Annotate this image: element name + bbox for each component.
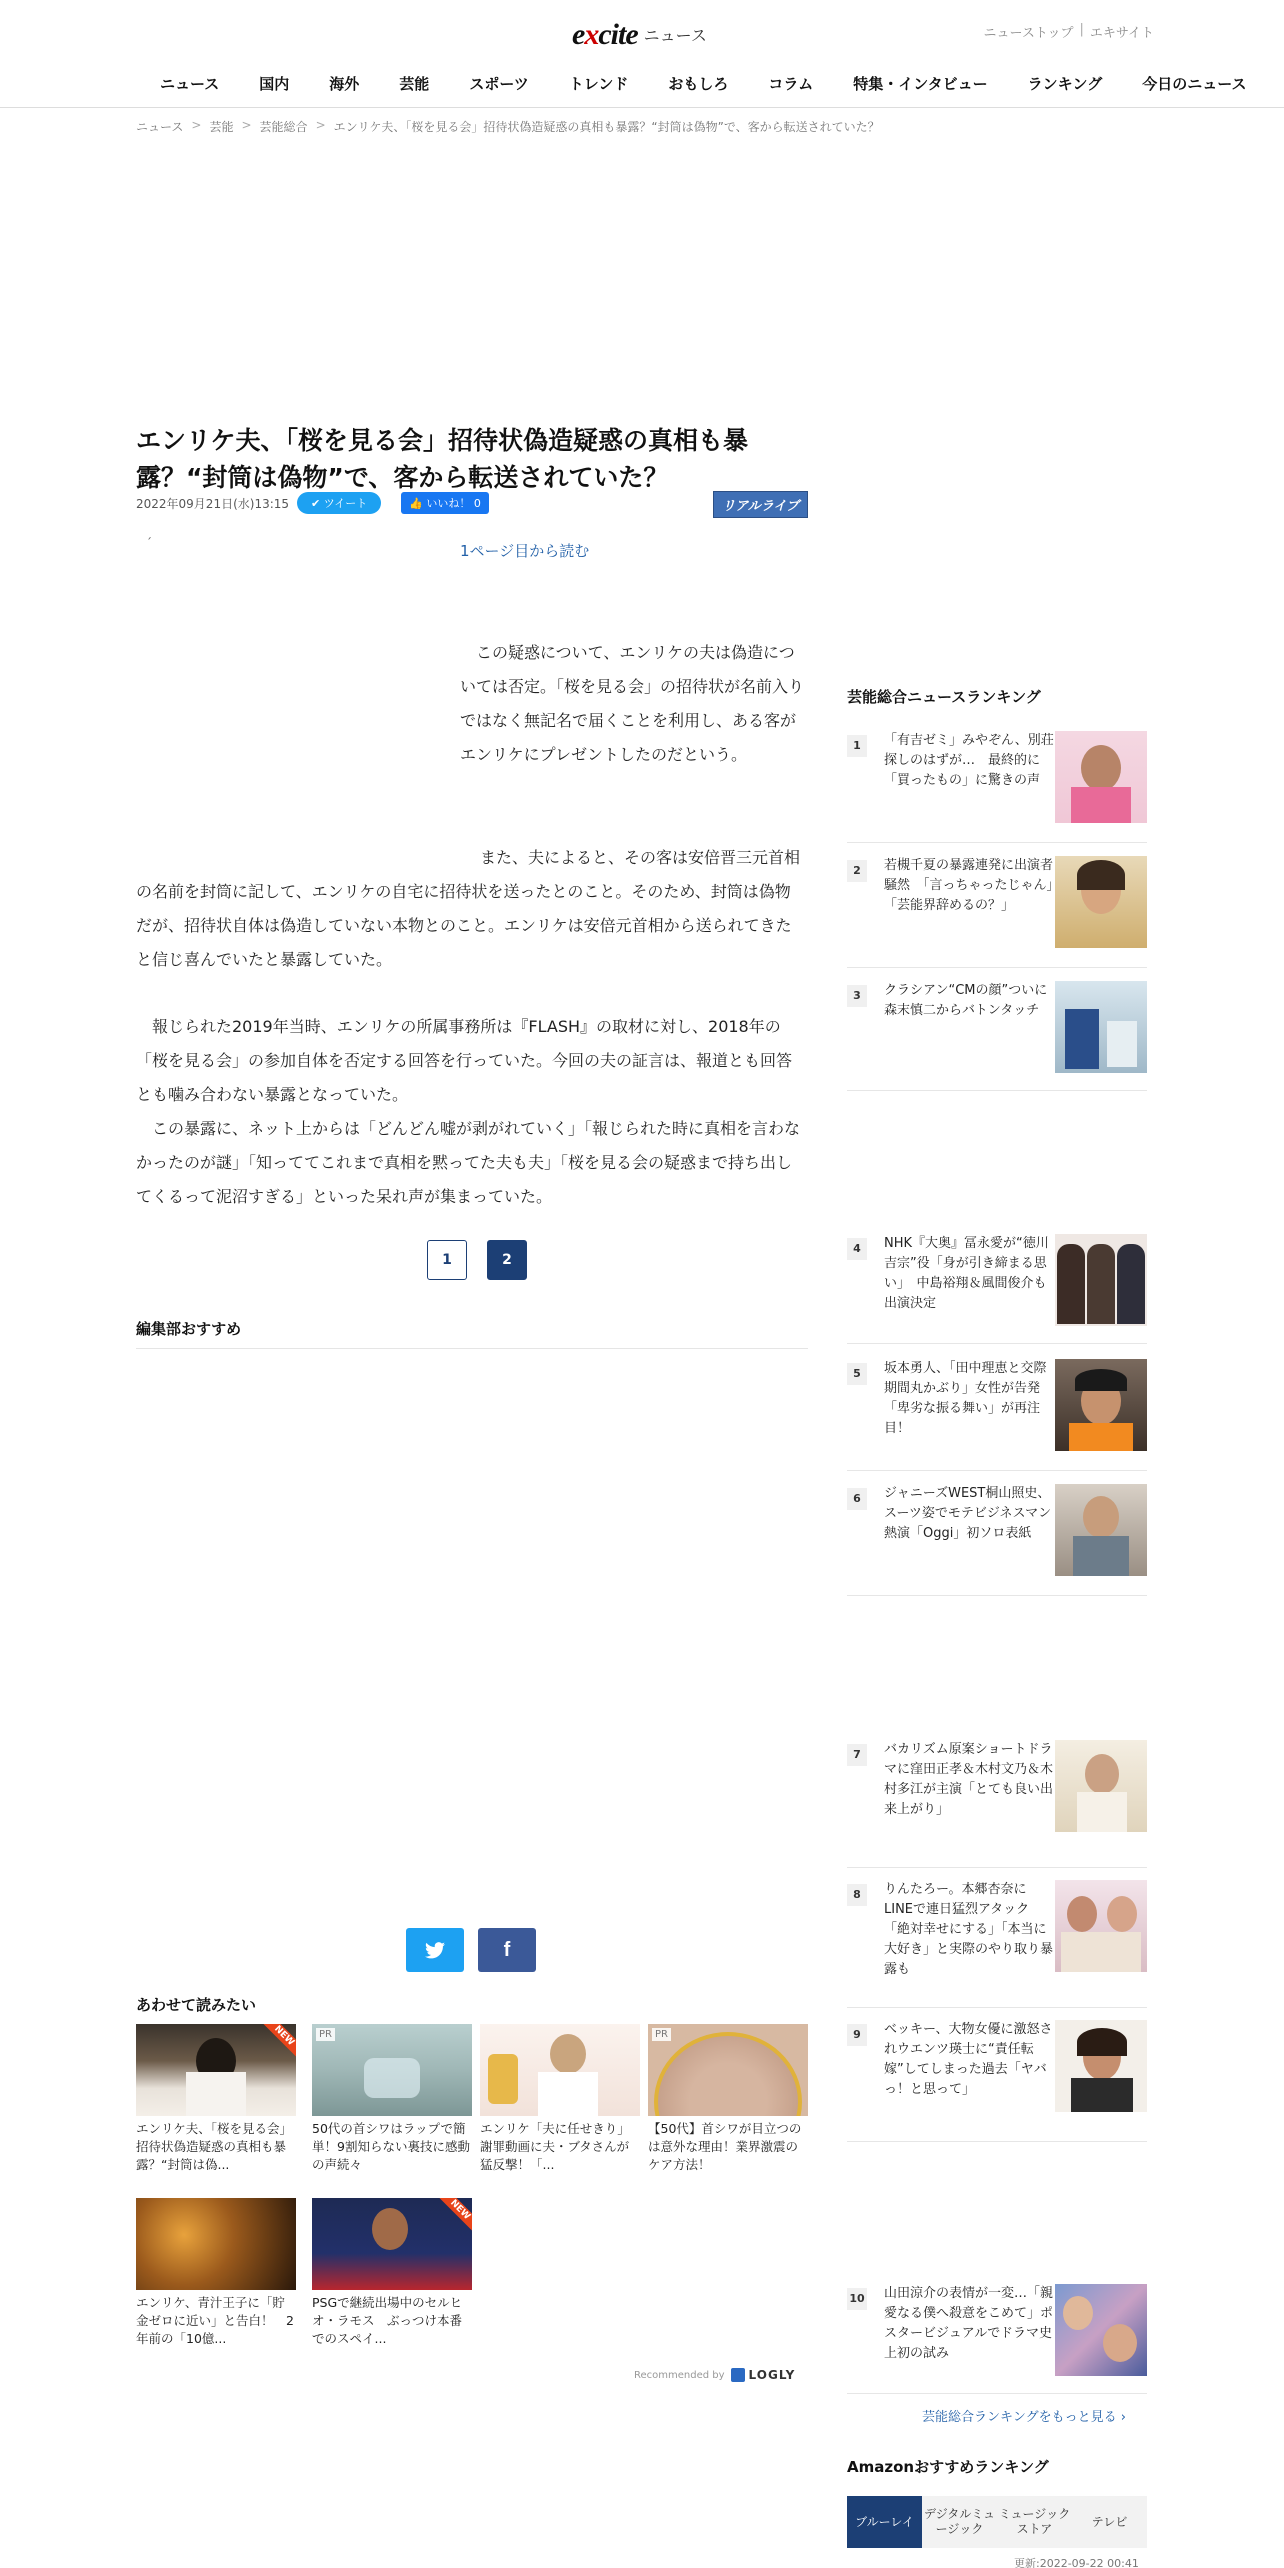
related-heading: あわせて読みたい — [136, 1996, 257, 2014]
like-label: いいね！ 0 — [426, 497, 481, 510]
amazon-ranking-heading: Amazonおすすめランキング — [847, 2458, 1049, 2476]
photo-shape — [1067, 1896, 1097, 1932]
rank-number: 7 — [847, 1744, 867, 1766]
related-thumbnail — [136, 2024, 296, 2116]
photo-shape — [1075, 1369, 1127, 1391]
rank-number: 3 — [847, 985, 867, 1007]
related-thumbnail — [312, 2024, 472, 2116]
related-card[interactable] — [136, 2024, 296, 2174]
site-logo[interactable] — [572, 12, 707, 52]
global-nav — [140, 72, 1266, 96]
photo-shape — [1071, 2078, 1133, 2112]
tab-bluray[interactable]: ブルーレイ — [847, 2496, 922, 2548]
related-card[interactable] — [312, 2024, 472, 2174]
nav-overseas[interactable]: 海外 — [329, 75, 360, 93]
breadcrumb-entertainment-general[interactable]: 芸能総合 — [259, 120, 308, 134]
related-thumbnail — [312, 2198, 472, 2290]
rank-title: 若槻千夏の暴露連発に出演者騒然 「言っちゃったじゃん」「芸能界辞めるの？」 — [884, 858, 1054, 913]
ranking-item[interactable] — [847, 1234, 1147, 1344]
nav-column[interactable]: コラム — [768, 75, 814, 93]
top-links — [984, 22, 1154, 41]
photo-shape — [1077, 860, 1125, 890]
breadcrumb-news[interactable]: ニュース — [136, 120, 184, 134]
photo-shape — [538, 2072, 598, 2116]
logly-icon — [731, 2368, 745, 2382]
related-card[interactable] — [480, 2024, 640, 2174]
rank-thumbnail — [1055, 731, 1147, 823]
photo-shape — [1071, 787, 1131, 823]
rank-title: ジャニーズWEST桐山照史、スーツ姿でモテビジネスマン熱演「Oggi」初ソロ表紙 — [884, 1486, 1052, 1541]
rank-title: クラシアン“CMの顔”ついに森末慎二からバトンタッチ — [884, 983, 1048, 1018]
photo-shape — [654, 2032, 802, 2116]
link-news-top[interactable]: ニューストップ — [983, 26, 1074, 41]
ranking-item[interactable] — [847, 1359, 1147, 1471]
nav-today[interactable]: 今日のニュース — [1142, 75, 1247, 93]
link-excite-site[interactable]: エキサイト — [1089, 26, 1154, 41]
new-badge: NEW — [259, 2024, 296, 2061]
logo-subtitle: ニュース — [643, 26, 707, 45]
photo-shape — [1083, 1496, 1119, 1538]
article-paragraph: また、夫によると、その客は安倍晋三元首相の名前を封筒に記して、エンリケの自宅に招待状を送ったとのこと。そのため、封筒は偽物だが、招待状自体は偽造していない本物とのこと。エンリケは安倍元首相から送られてきたと信じ喜んでいたと暴露していた。 — [136, 848, 801, 969]
rank-number: 2 — [847, 860, 867, 882]
photo-shape — [1085, 1754, 1119, 1794]
new-badge: NEW — [435, 2198, 472, 2235]
related-card[interactable] — [136, 2198, 296, 2348]
nav-features[interactable]: 特集・インタビュー — [853, 75, 988, 93]
photo-shape — [1077, 1792, 1127, 1832]
breadcrumb-separator: > — [191, 118, 202, 132]
rank-number: 9 — [847, 2024, 867, 2046]
related-caption: 【50代】首シワが目立つのは意外な理由！業界激震のケア方法！ — [648, 2121, 802, 2172]
photo-shape — [1081, 745, 1121, 791]
rank-thumbnail — [1055, 1234, 1147, 1326]
tweet-button[interactable] — [297, 492, 381, 514]
rank-number: 4 — [847, 1238, 867, 1260]
pr-label: PR — [316, 2028, 335, 2041]
tab-music-store[interactable]: ミュージックストア — [998, 2507, 1071, 2536]
ranking-heading: 芸能総合ニュースランキング — [847, 688, 1041, 706]
tab-tv[interactable]: テレビ — [1091, 2514, 1128, 2529]
related-caption: 50代の首シワはラップで簡単！9割知らない裏技に感動の声続々 — [312, 2121, 470, 2172]
nav-domestic[interactable]: 国内 — [259, 75, 290, 93]
photo-shape — [1107, 1021, 1137, 1067]
related-caption: エンリケ「夫に任せきり」謝罪動画に夫・ブタさんが猛反撃！「... — [480, 2121, 630, 2172]
pr-label: PR — [652, 2028, 671, 2041]
photo-shape — [364, 2058, 420, 2098]
share-buttons — [406, 1928, 536, 1972]
nav-fun[interactable]: おもしろ — [668, 75, 729, 93]
rank-thumbnail — [1055, 2284, 1147, 2376]
rank-thumbnail — [1055, 1484, 1147, 1576]
related-caption: エンリケ夫、「桜を見る会」招待状偽造疑惑の真相も暴露？“封筒は偽... — [136, 2121, 293, 2172]
rank-thumbnail — [1055, 1359, 1147, 1451]
photo-shape — [1065, 1009, 1099, 1069]
breadcrumb-separator: > — [241, 118, 252, 132]
page-2-button[interactable]: 2 — [487, 1240, 527, 1280]
rank-number: 5 — [847, 1363, 867, 1385]
breadcrumb-current: エンリケ夫、「桜を見る会」招待状偽造疑惑の真相も暴露？“封筒は偽物”で、客から転送されていた？ — [333, 120, 880, 134]
article-meta — [136, 491, 808, 515]
separator: | — [1079, 22, 1084, 37]
photo-shape — [550, 2034, 586, 2074]
facebook-icon: f — [503, 1938, 511, 1961]
photo-shape — [1061, 1932, 1141, 1972]
photo-shape — [1103, 2324, 1137, 2362]
breadcrumb-entertainment[interactable]: 芸能 — [209, 120, 234, 134]
divider — [136, 1348, 808, 1349]
rank-thumbnail — [1055, 2020, 1147, 2112]
article-title: エンリケ夫、「桜を見る会」招待状偽造疑惑の真相も暴露？“封筒は偽物”で、客から転送されていた？ — [136, 426, 749, 492]
breadcrumb-separator: > — [315, 118, 326, 132]
related-card[interactable] — [648, 2024, 808, 2174]
twitter-icon: ✔︎ — [311, 497, 321, 510]
read-from-page-1-link[interactable]: 1ページ目から読む — [460, 542, 590, 560]
logo-wordmark: excite — [572, 18, 638, 51]
photo-shape — [1087, 1244, 1115, 1324]
nav-entertainment[interactable]: 芸能 — [399, 75, 430, 93]
rank-number: 6 — [847, 1488, 867, 1510]
rank-title: NHK『大奥』冨永愛が“徳川吉宗”役「身が引き締まる思い」 中島裕翔＆風間俊介も出演決定 — [884, 1236, 1049, 1311]
ranking-item[interactable] — [847, 856, 1147, 968]
site-header — [0, 0, 1284, 108]
amazon-tabs — [847, 2496, 1147, 2548]
nav-sports[interactable]: スポーツ — [469, 75, 529, 93]
logly-wordmark: LOGLY — [748, 2368, 796, 2382]
related-caption: エンリケ、青汁王子に「貯金ゼロに近い」と告白！ 2年前の「10億... — [136, 2295, 294, 2346]
ranking-item[interactable] — [847, 981, 1147, 1091]
ranking-updated-time: 更新:2022-09-22 00:41 — [1014, 2557, 1139, 2568]
rank-title: 坂本勇人、「田中理恵と交際期間丸かぶり」女性が告発「卑劣な振る舞い」が再注目！ — [884, 1361, 1047, 1436]
article-paragraph: この疑惑について、エンリケの夫は偽造については否定。「桜を見る会」の招待状が名前入りではなく無記名で届くことを利用し、ある客がエンリケにプレゼントしたのだという。 — [460, 643, 805, 764]
ranking-item[interactable] — [847, 731, 1147, 843]
chevron-right-icon: › — [1120, 2410, 1126, 2425]
related-thumbnail — [648, 2024, 808, 2116]
recommended-by — [634, 2368, 795, 2382]
photo-shape — [372, 2208, 408, 2250]
photo-shape — [488, 2054, 518, 2104]
rank-number: 1 — [847, 735, 867, 757]
facebook-like-button[interactable] — [401, 492, 489, 514]
nav-news[interactable]: ニュース — [160, 75, 220, 93]
photo-shape — [1073, 1536, 1129, 1576]
ranking-more-label: 芸能総合ランキングをもっと見る — [922, 2410, 1117, 2425]
ranking-item[interactable] — [847, 1880, 1147, 2008]
photo-shape — [1069, 1423, 1133, 1451]
rank-thumbnail — [1055, 981, 1147, 1073]
rank-title: ベッキー、大物女優に激怒されウエンツ瑛士に“責任転嫁”してしまった過去「ヤバっ！と思って」 — [884, 2022, 1053, 2097]
photo-shape — [1077, 2028, 1127, 2056]
photo-shape — [1063, 2296, 1093, 2330]
thumbs-up-icon: 👍 — [409, 497, 423, 510]
share-twitter-button[interactable] — [406, 1928, 464, 1972]
rank-thumbnail — [1055, 856, 1147, 948]
nav-trend[interactable]: トレンド — [568, 75, 629, 93]
rank-thumbnail — [1055, 1880, 1147, 1972]
editor-picks-heading: 編集部おすすめ — [136, 1320, 242, 1338]
ranking-more-link[interactable] — [922, 2406, 1126, 2425]
rank-thumbnail — [1055, 1740, 1147, 1832]
rank-title: バカリズム原案ショートドラマに窪田正孝＆木村文乃＆木村多江が主演「とても良い出来上がり」 — [884, 1742, 1054, 1817]
rank-title: 「有吉ゼミ」みやぞん、別荘探しのはずが… 最終的に「買ったもの」に驚きの声 — [884, 733, 1054, 788]
source-logo[interactable]: リアルライブ — [713, 491, 808, 518]
rank-title: りんたろー。本郷杏奈にLINEで連日猛烈アタック「絶対幸せにする」「本当に大好き」と実際のやり取り暴露も — [884, 1882, 1054, 1977]
ranking-item[interactable] — [847, 1484, 1147, 1596]
photo-shape — [1107, 1896, 1137, 1932]
logly-logo[interactable] — [731, 2368, 796, 2382]
ranking-item[interactable] — [847, 1740, 1147, 1868]
tweet-label: ツイート — [323, 497, 368, 510]
tab-digital-music[interactable]: デジタルミュージック — [923, 2507, 996, 2536]
related-card[interactable] — [312, 2198, 472, 2348]
ranking-item[interactable] — [847, 2020, 1147, 2142]
nav-ranking[interactable]: ランキング — [1027, 75, 1103, 93]
rank-title: 山田涼介の表情が一変…「親愛なる僕へ殺意をこめて」ポスタービジュアルでドラマ史上初の試み — [884, 2286, 1054, 2361]
rank-number: 10 — [847, 2288, 867, 2310]
related-caption: PSGで継続出場中のセルヒオ・ラモス ぶっつけ本番でのスペイ... — [312, 2295, 463, 2346]
photo-shape — [186, 2072, 246, 2116]
article-paragraph: この暴露に、ネット上からは「どんどん嘘が剥がれていく」「報じられた時に真相を言わなかったのが謎」「知っててこれまで真相を黙ってた夫も夫」「桜を見る会の疑惑まで持ち出してくるって泥沼すぎる」といった呆れ声が集まっていた。 — [136, 1119, 801, 1206]
twitter-bird-icon — [425, 1942, 445, 1959]
related-thumbnail — [480, 2024, 640, 2116]
page-1-button[interactable]: 1 — [427, 1240, 467, 1280]
pagination — [427, 1240, 527, 1280]
article-date: 2022年09月21日(水)13:15 — [136, 496, 290, 511]
share-facebook-button[interactable] — [478, 1928, 536, 1972]
photo-shape — [1117, 1244, 1145, 1324]
related-thumbnail — [136, 2198, 296, 2290]
recommended-by-label: Recommended by — [634, 2369, 725, 2381]
photo-credit-mark: ´ — [146, 536, 152, 550]
photo-shape — [1057, 1244, 1085, 1324]
article-paragraph: 報じられた2019年当時、エンリケの所属事務所は『FLASH』の取材に対し、2018年の「桜を見る会」の参加自体を否定する回答を行っていた。今回の夫の証言は、報道とも回答とも噛み合わない暴露となっていた。 — [136, 1017, 793, 1104]
ranking-item[interactable] — [847, 2284, 1147, 2394]
breadcrumb — [136, 118, 880, 135]
rank-number: 8 — [847, 1884, 867, 1906]
